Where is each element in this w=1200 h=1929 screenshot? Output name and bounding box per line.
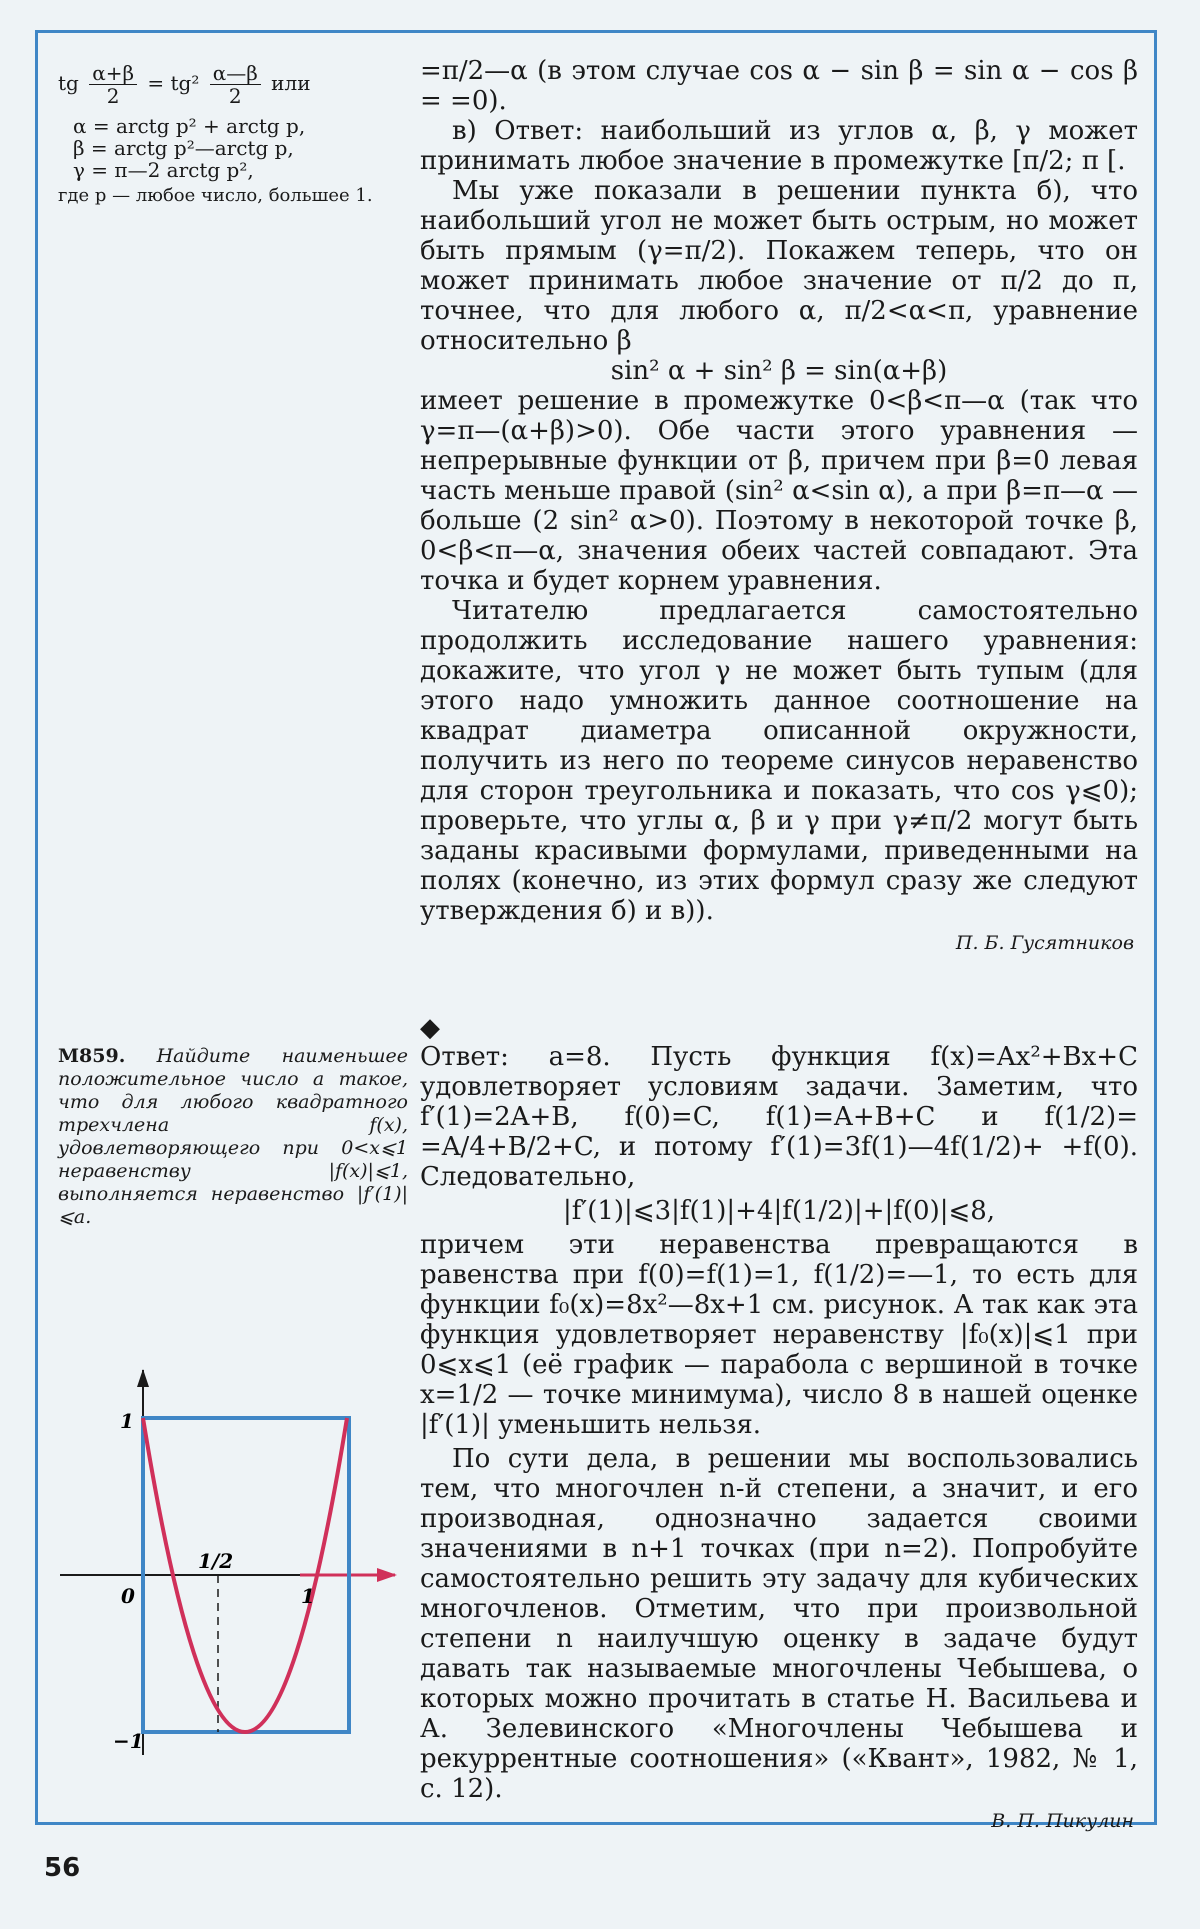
problem-text: Найдите наименьшее положительное число a такое, что для любого квадратного трехчлена f(x), удовлетворяющего при 0<x⩽1 неравенству |f(x)|⩽1, выполняется неравенство |f′(1)|⩽a. <box>58 1045 408 1228</box>
para-shown: Мы уже показали в решении пункта б), что наибольший угол не может быть острым, но может быть прямым (γ=π/2). Покажем теперь, что он может принимать любое значение от π/2 до π, точнее, что для любого α, π/2<α<π, уравнение относительно β <box>420 176 1138 356</box>
para-equality-case: причем эти неравенства превращаются в равенства при f(0)=f(1)=1, f(1/2)=—1, то есть для функции f₀(x)=8x²—8x+1 см. рисунок. А так как эта функция удовлетворяет неравенству |f₀(x)|⩽1 при 0⩽x⩽1 (её график — парабола с вершиной в точке x=1/2 — точке минимума), число 8 в нашей оценке |f′(1)| уменьшить нельзя. <box>420 1230 1138 1440</box>
margin-formula-alpha: α = arctg p² + arctg p, <box>73 114 306 138</box>
para-continuation: =π/2—α (в этом случае cos α − sin β = sin α − cos β = =0). <box>420 56 1138 116</box>
page-number: 56 <box>44 1853 81 1883</box>
upper-solution <box>420 56 1138 956</box>
margin-formulas <box>58 62 403 206</box>
inequality-main: |f′(1)|⩽3|f(1)|+4|f(1/2)|+|f(0)|⩽8, <box>562 1196 996 1226</box>
problem-number: M859. <box>58 1045 126 1067</box>
label-origin: 0 <box>121 1584 135 1608</box>
equation-sin: sin² α + sin² β = sin(α+β) <box>610 356 948 386</box>
parabola-figure <box>55 1365 405 1765</box>
margin-note: где p — любое число, большее 1. <box>58 185 373 206</box>
x-axis-arrow <box>377 1568 397 1582</box>
problem-m859 <box>58 1045 408 1229</box>
y-axis-arrow <box>137 1369 149 1387</box>
label-half: 1/2 <box>198 1549 234 1573</box>
signature-pikulin: В. П. Пикулин <box>991 1810 1134 1832</box>
label-y1: 1 <box>120 1409 134 1433</box>
signature-gusyatnikov: П. Б. Гусятников <box>955 932 1134 954</box>
para-answer-v: в) Ответ: наибольший из углов α, β, γ может принимать любое значение в промежутке [π/2; π [. <box>420 116 1138 176</box>
lower-solution <box>420 1042 1138 1834</box>
para-solution-exists: имеет решение в промежутке 0<β<π—α (так что γ=π—(α+β)>0). Обе части этого уравнения — непрерывные функции от β, причем при β=0 левая часть меньше правой (sin² α<sin α), а при β=π—α — больше (2 sin² α>0). Поэтому в некоторой точке β, 0<β<π—α, значения обеих частей совпадают. Эта точка и будет корнем уравнения. <box>420 386 1138 596</box>
margin-formula-gamma: γ = π—2 arctg p², <box>73 158 254 182</box>
para-chebyshev: По сути дела, в решении мы воспользовались тем, что многочлен n-й степени, а значит, и его производная, однозначно задается своими значениями в n+1 точках (при n=2). Попробуйте самостоятельно решить эту задачу для кубических многочленов. Отметим, что при произвольной степени n наилучшую оценку в задаче будут давать так называемые многочлены Чебышева, о которых можно прочитать в статье Н. Васильева и А. Зелевинского «Многочлены Чебышева и рекуррентные соотношения» («Квант», 1982, № 1, с. 12). <box>420 1444 1138 1804</box>
label-ym1: −1 <box>113 1729 144 1753</box>
label-x1: 1 <box>301 1584 315 1608</box>
margin-formula-first: tg $\frac{\alpha+\beta}{2}$ = tg² $\frac{\alpha—\beta}{2}$ или <box>58 61 311 108</box>
para-answer-8: Ответ: a=8. Пусть функция f(x)=Ax²+Bx+C удовлетворяет условиям задачи. Заметим, что f′(1)=2A+B, f(0)=C, f(1)=A+B+C и f(1/2)= =A/4+B/2+C, и потому f′(1)=3f(1)—4f(1/2)+ +f(0). Следовательно, <box>420 1042 1138 1192</box>
para-reader: Читателю предлагается самостоятельно продолжить исследование нашего уравнения: докажите, что угол γ не может быть тупым (для этого надо умножить данное соотношение на квадрат диаметра описанной окружности, получить из него по теореме синусов неравенство для сторон треугольника и показать, что cos γ⩽0); проверьте, что углы α, β и γ при γ≠π/2 могут быть заданы красивыми формулами, приведенными на полях (конечно, из этих формул сразу же следуют утверждения б) и в)). <box>420 596 1138 926</box>
section-diamond: ◆ <box>420 1013 440 1043</box>
margin-formula-beta: β = arctg p²—arctg p, <box>73 136 294 160</box>
